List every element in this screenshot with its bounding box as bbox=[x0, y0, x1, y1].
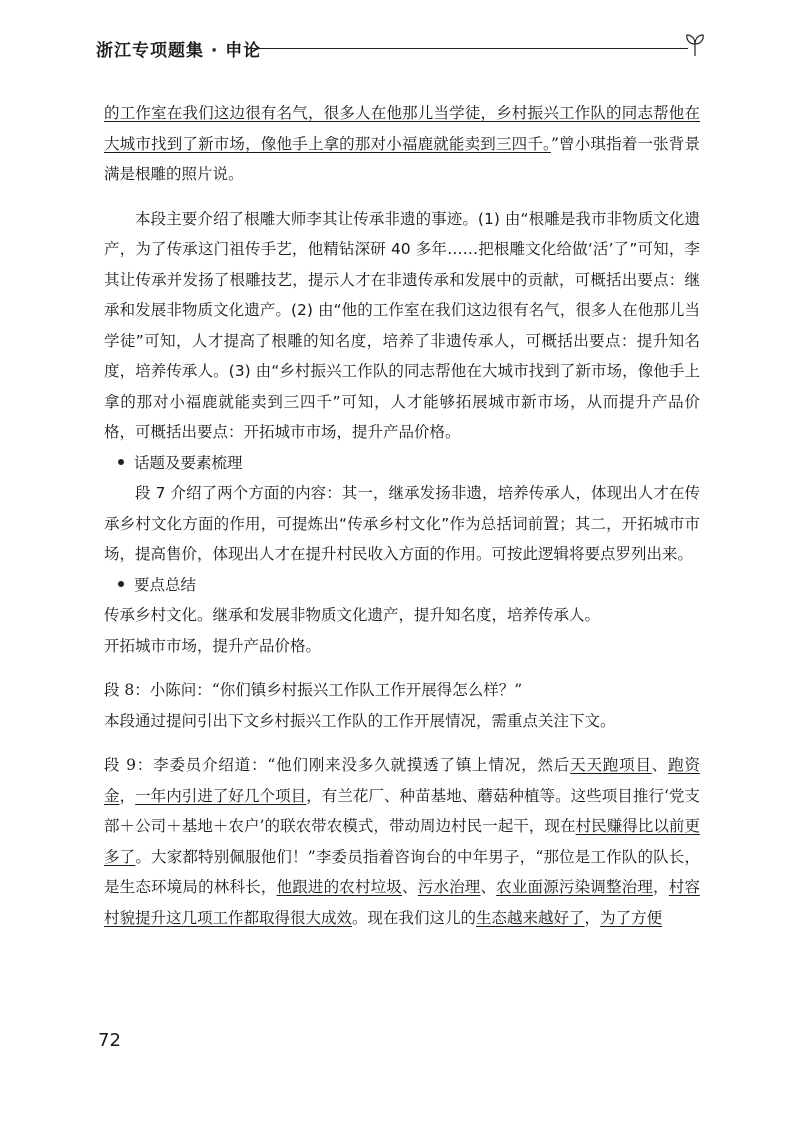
summary-point-2: 开拓城市市场，提升产品价格。 bbox=[104, 636, 322, 655]
bullet-icon bbox=[118, 459, 124, 465]
bullet-label: 要点总结 bbox=[134, 575, 197, 594]
bullet-label: 话题及要素梳理 bbox=[134, 453, 243, 472]
sprout-icon bbox=[684, 32, 706, 56]
underlined-quote: 的工作室在我们这边很有名气，很多人在他那儿当学徒，乡村振兴工作队的同志帮他在大城市找到了新市场，像他手上拿的那对小福鹿就能卖到三四千。 bbox=[104, 104, 700, 153]
page-number: 72 bbox=[98, 1030, 121, 1051]
quote-tail: ”曾小琪指着一张背景满是根雕的照片说。 bbox=[104, 134, 700, 183]
header-rule bbox=[246, 48, 688, 49]
bullet-icon bbox=[118, 581, 124, 587]
summary-point-1: 传承乡村文化。继承和发展非物质文化遗产，提升知名度，培养传承人。 bbox=[104, 606, 601, 624]
analysis-paragraph-7: 本段主要介绍了根雕大师李其让传承非遗的事迹。(1) 由“根雕是我市非物质文化遗产，为了传承这门祖传手艺，他精钻深研 40 多年……把根雕文化给做‘活’了”可知，李其让传承并发扬了根雕技艺，提示人才在非遗传承和发展中的贡献，可概括出要点：继承和发展非物质文化遗产。(2) 由“他的工作室在我们这边很有名气，很多人在他那儿当学徒”可知，人才提高了根雕的知名度，培养了非遗传承人，可概括出要点：提升知名度，培养传承人。(3) 由“乡村振兴工作队的同志帮他在大城市找到了新市场，像他手上拿的那对小福鹿就能卖到三四千”可知，人才能够拓展城市新市场，从而提升产品价格，可概括出要点：开拓城市市场，提升产品价格。 bbox=[104, 209, 700, 441]
topic-analysis-paragraph: 段 7 介绍了两个方面的内容：其一，继承发扬非遗，培养传承人，体现出人才在传承乡村文化方面的作用，可提炼出“传承乡村文化”作为总括词前置；其二，开拓城市市场，提高售价，体现出人才在提升村民收入方面的作用。可按此逻辑将要点罗列出来。 bbox=[104, 484, 700, 563]
analysis-paragraph-8: 本段通过提问引出下文乡村振兴工作队的工作开展情况，需重点关注下文。 bbox=[104, 711, 616, 730]
bullet-heading-topic bbox=[104, 448, 700, 479]
bullet-heading-summary bbox=[104, 570, 700, 601]
source-paragraph-9: 段 9：李委员介绍道：“他们刚来没多久就摸透了镇上情况，然后天天跑项目、跑资金，一年内引进了好几个项目，有兰花厂、种苗基地、蘑菇种植等。这些项目推行‘党支部＋公司＋基地＋农户’的联农带农模式，带动周边村民一起干，现在村民赚得比以前更多了。大家都特别佩服他们！”李委员指着咨询台的中年男子，“那位是工作队的队长，是生态环境局的林科长，他跟进的农村垃圾、污水治理、农业面源污染调整治理，村容村貌提升这几项工作都取得很大成效。现在我们这儿的生态越来越好了，为了方便 bbox=[104, 756, 700, 927]
running-header bbox=[96, 34, 706, 64]
header-title: 浙江专项题集 · 申论 bbox=[96, 41, 262, 61]
quote-paragraph-continued bbox=[104, 98, 700, 190]
page-content bbox=[104, 98, 700, 933]
source-paragraph-8: 段 8：小陈问：“你们镇乡村振兴工作队工作开展得怎么样？” bbox=[104, 681, 523, 699]
